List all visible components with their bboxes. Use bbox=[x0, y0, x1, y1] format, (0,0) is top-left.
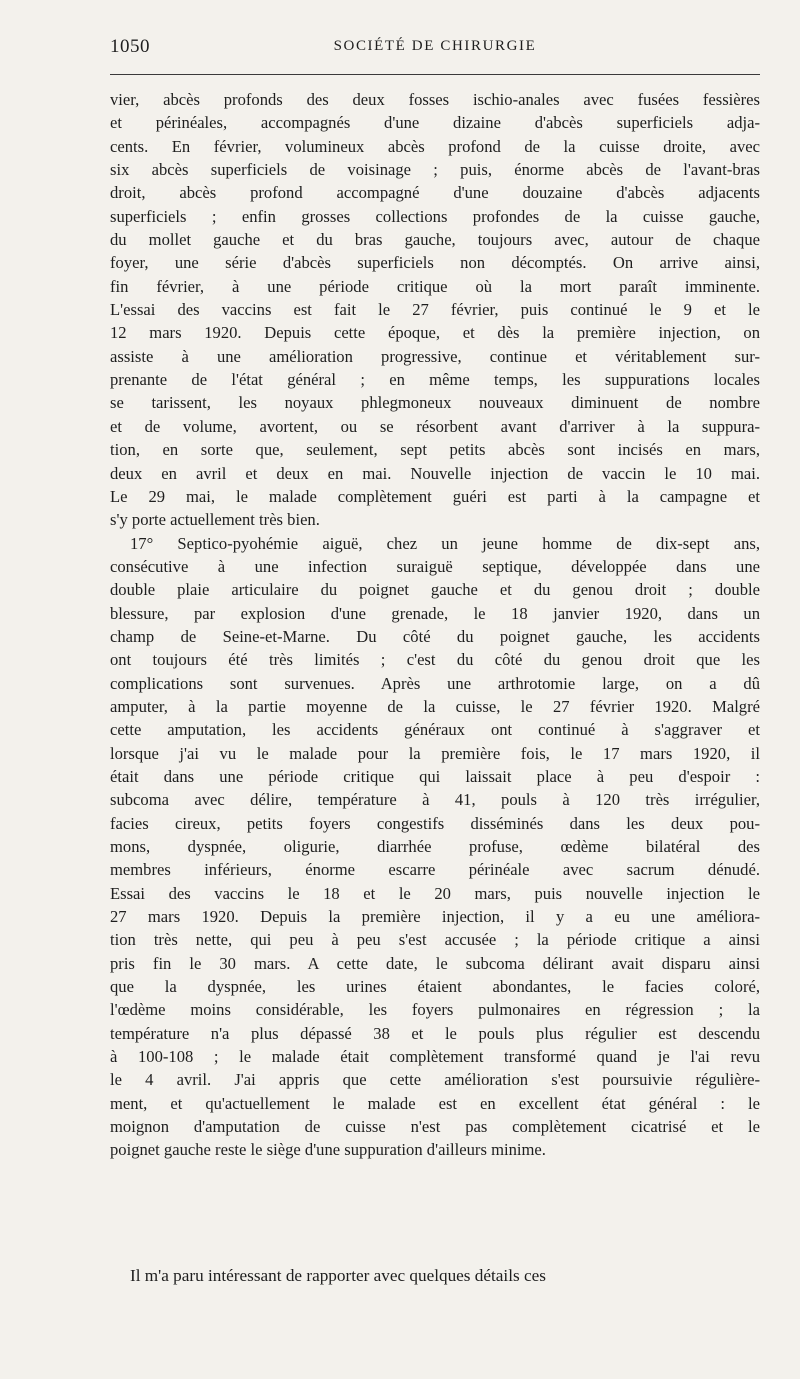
text-line: cents. En février, volumineux abcès profond de la cuisse droite, avec bbox=[110, 136, 760, 156]
text-line: lorsque j'ai vu le malade pour la première fois, le 17 mars 1920, il bbox=[110, 743, 760, 763]
text-line: consécutive à une infection suraiguë septique, développée dans une bbox=[110, 556, 760, 576]
text-line: 27 mars 1920. Depuis la première injection, il y a eu une améliora- bbox=[110, 907, 760, 927]
text-line: membres inférieurs, énorme escarre périnéale avec sacrum dénudé. bbox=[110, 860, 760, 880]
text-line: Essai des vaccins le 18 et le 20 mars, puis nouvelle injection le bbox=[110, 883, 760, 903]
text-line: 12 mars 1920. Depuis cette époque, et dès la première injection, on bbox=[110, 323, 760, 343]
text-line: complications sont survenues. Après une arthrotomie large, on a dû bbox=[110, 673, 760, 693]
text-line: température n'a plus dépassé 38 et le pouls plus régulier est descendu bbox=[110, 1023, 760, 1043]
text-line: cette amputation, les accidents généraux ont continué à s'aggraver et bbox=[110, 720, 760, 740]
text-line: ont toujours été très limités ; c'est du côté du genou droit que les bbox=[110, 650, 760, 670]
text-line: amputer, à la partie moyenne de la cuisse, le 27 février 1920. Malgré bbox=[110, 696, 760, 716]
text-line: droit, abcès profond accompagné d'une douzaine d'abcès adjacents bbox=[110, 183, 760, 203]
text-line: l'œdème moins considérable, les foyers pulmonaires en régression ; la bbox=[110, 1000, 760, 1020]
text-line: fin février, à une période critique où la mort paraît imminente. bbox=[110, 276, 760, 296]
running-title: SOCIÉTÉ DE CHIRURGIE bbox=[333, 38, 537, 54]
text-line: que la dyspnée, les urines étaient abondantes, le facies coloré, bbox=[110, 977, 760, 997]
text-line: champ de Seine-et-Marne. Du côté du poignet gauche, les accidents bbox=[110, 626, 760, 646]
text-line: L'essai des vaccins est fait le 27 février, puis continué le 9 et le bbox=[110, 300, 760, 320]
text-line: moignon d'amputation de cuisse n'est pas complètement cicatrisé et le bbox=[110, 1117, 760, 1137]
text-line: subcoma avec délire, température à 41, pouls à 120 très irrégulier, bbox=[110, 790, 760, 810]
text-line: pris fin le 30 mars. A cette date, le subcoma délirant avait disparu ainsi bbox=[110, 953, 760, 973]
text-line: était dans une période critique qui laissait place à peu d'espoir : bbox=[110, 766, 760, 786]
text-line: 17° Septico-pyohémie aiguë, chez un jeune homme de dix-sept ans, bbox=[130, 533, 760, 553]
text-line: et périnéales, accompagnés d'une dizaine d'abcès superficiels adja- bbox=[110, 113, 760, 133]
text-line: à 100-108 ; le malade était complètement transformé quand je l'ai revu bbox=[110, 1047, 760, 1067]
text-line: superficiels ; enfin grosses collections profondes de la cuisse gauche, bbox=[110, 206, 760, 226]
body-text bbox=[110, 88, 760, 1162]
page-header bbox=[110, 36, 760, 60]
text-line: le 4 avril. J'ai appris que cette amélioration s'est poursuivie régulière- bbox=[110, 1070, 760, 1090]
text-line: s'y porte actuellement très bien. bbox=[110, 510, 320, 530]
text-line: se tarissent, les noyaux phlegmoneux nouveaux diminuent de nombre bbox=[110, 393, 760, 413]
text-line: double plaie articulaire du poignet gauche et du genou droit ; double bbox=[110, 580, 760, 600]
text-line: deux en avril et deux en mai. Nouvelle injection de vaccin le 10 mai. bbox=[110, 463, 760, 483]
text-line: vier, abcès profonds des deux fosses ischio-anales avec fusées fessières bbox=[110, 90, 760, 109]
text-line: du mollet gauche et du bras gauche, toujours avec, autour de chaque bbox=[110, 230, 760, 250]
text-line: et de volume, avortent, ou se résorbent avant d'arriver à la suppura- bbox=[110, 416, 760, 436]
text-line: Le 29 mai, le malade complètement guéri est parti à la campagne et bbox=[110, 486, 760, 506]
text-line: foyer, une série d'abcès superficiels non décomptés. On arrive ainsi, bbox=[110, 253, 760, 273]
text-line: blessure, par explosion d'une grenade, le 18 janvier 1920, dans un bbox=[110, 603, 760, 623]
text-line: prenante de l'état général ; en même temps, les suppurations locales bbox=[110, 370, 760, 390]
text-line: assiste à une amélioration progressive, continue et véritablement sur- bbox=[110, 346, 760, 366]
text-line: tion très nette, qui peu à peu s'est accusée ; la période critique a ainsi bbox=[110, 930, 760, 950]
text-line: poignet gauche reste le siège d'une suppuration d'ailleurs minime. bbox=[110, 1140, 546, 1160]
text-line: ment, et qu'actuellement le malade est en excellent état général : le bbox=[110, 1093, 760, 1113]
text-line: tion, en sorte que, seulement, sept petits abcès sont incisés en mars, bbox=[110, 440, 760, 460]
closing-line: Il m'a paru intéressant de rapporter avec quelques détails ces bbox=[130, 1266, 546, 1285]
text-line: facies cireux, petits foyers congestifs disséminés dans les deux pou- bbox=[110, 813, 760, 833]
text-line: mons, dyspnée, oligurie, diarrhée profuse, œdème bilatéral des bbox=[110, 837, 760, 856]
page-number: 1050 bbox=[110, 36, 150, 57]
header-rule bbox=[110, 74, 760, 75]
text-line: six abcès superficiels de voisinage ; puis, énorme abcès de l'avant-bras bbox=[110, 160, 760, 180]
